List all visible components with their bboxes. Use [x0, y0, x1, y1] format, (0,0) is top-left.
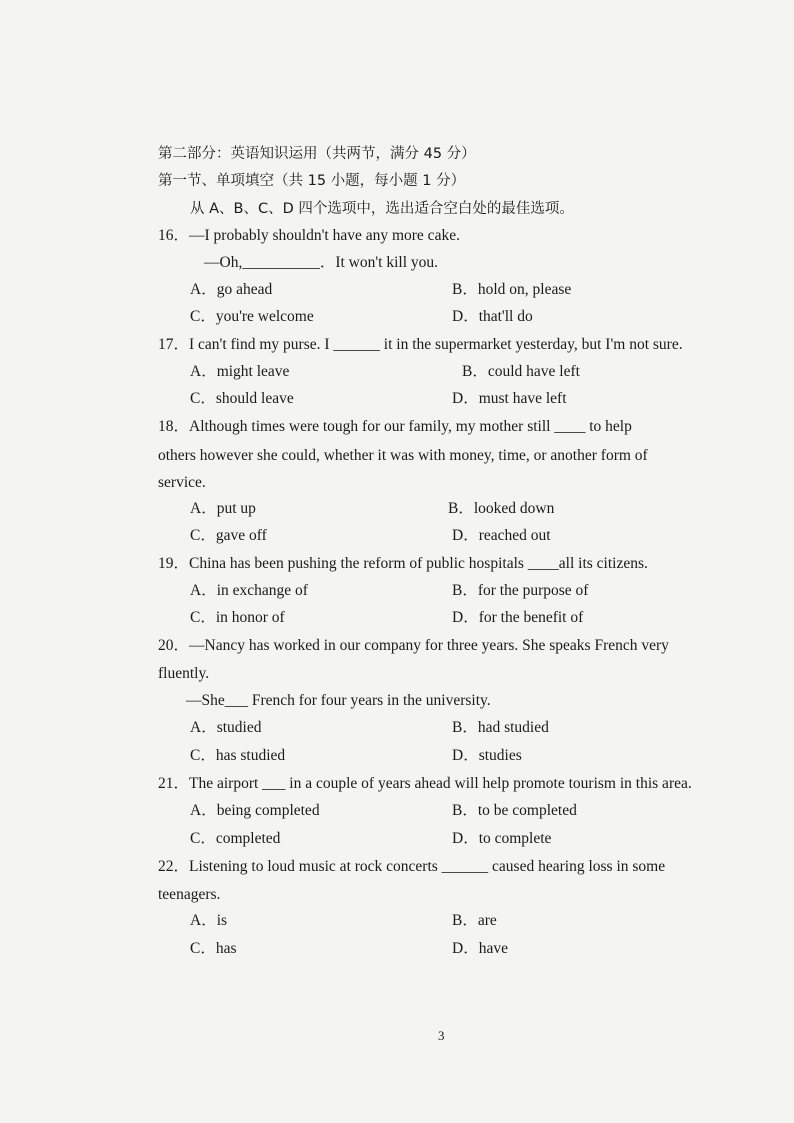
question-21-option-d: D．to complete [452, 830, 552, 847]
question-21-option-c: C．completed [190, 830, 281, 847]
question-19-option-b: B．for the purpose of [452, 582, 589, 599]
question-22-option-a: A．is [190, 912, 228, 929]
question-20-option-c: C．has studied [190, 747, 286, 764]
question-20-stem-1: 20．—Nancy has worked in our company for three years. She speaks French very [158, 637, 669, 654]
question-16-option-b: B．hold on, please [452, 281, 572, 298]
question-19-option-c: C．in honor of [190, 609, 285, 626]
page-number: 3 [438, 1028, 445, 1043]
question-22-stem-2: teenagers. [158, 886, 221, 903]
question-18-stem-3: service. [158, 474, 206, 491]
question-16-stem-1: 16．—I probably shouldn't have any more cake. [158, 227, 460, 244]
question-17-option-d: D．must have left [452, 390, 567, 407]
question-16-option-a: A．go ahead [190, 281, 273, 298]
question-18-option-d: D．reached out [452, 527, 551, 544]
question-16-option-c: C．you're welcome [190, 308, 314, 325]
question-20-option-a: A．studied [190, 719, 262, 736]
question-22-stem-1: 22．Listening to loud music at rock concerts ______ caused hearing loss in some [158, 858, 666, 875]
question-18-option-a: A．put up [190, 500, 256, 517]
question-18-option-c: C．gave off [190, 527, 267, 544]
question-20-option-d: D．studies [452, 747, 522, 764]
question-19-option-d: D．for the benefit of [452, 609, 584, 626]
question-21-stem-1: 21．The airport ___ in a couple of years ahead will help promote tourism in this area. [158, 775, 692, 792]
question-18-option-b: B．looked down [448, 500, 555, 517]
instruction-text: 从 A、B、C、D 四个选项中，选出适合空白处的最佳选项。 [190, 201, 574, 217]
question-17-option-b: B．could have left [462, 363, 580, 380]
question-16-option-d: D．that'll do [452, 308, 533, 325]
question-16-stem-2: —Oh,__________．It won't kill you. [204, 254, 438, 271]
question-17-option-c: C．should leave [190, 390, 294, 407]
question-19-option-a: A．in exchange of [190, 582, 308, 599]
question-22-option-c: C．has [190, 940, 237, 957]
question-19-stem-1: 19．China has been pushing the reform of public hospitals ____all its citizens. [158, 555, 648, 572]
part-title: 第二部分：英语知识运用（共两节，满分 45 分） [158, 146, 476, 162]
question-20-stem-3: —She___ French for four years in the university. [186, 692, 491, 709]
question-21-option-b: B．to be completed [452, 802, 577, 819]
section-title: 第一节、单项填空（共 15 小题，每小题 1 分） [158, 173, 466, 189]
question-17-option-a: A．might leave [190, 363, 290, 380]
question-22-option-d: D．have [452, 940, 508, 957]
question-18-stem-2: others however she could, whether it was with money, time, or another form of [158, 447, 648, 464]
question-20-stem-2: fluently. [158, 665, 210, 682]
question-17-stem-1: 17．I can't find my purse. I ______ it in the supermarket yesterday, but I'm not sure. [158, 336, 683, 353]
question-21-option-a: A．being completed [190, 802, 320, 819]
question-18-stem-1: 18．Although times were tough for our family, my mother still ____ to help [158, 418, 632, 435]
question-22-option-b: B．are [452, 912, 497, 929]
question-20-option-b: B．had studied [452, 719, 549, 736]
